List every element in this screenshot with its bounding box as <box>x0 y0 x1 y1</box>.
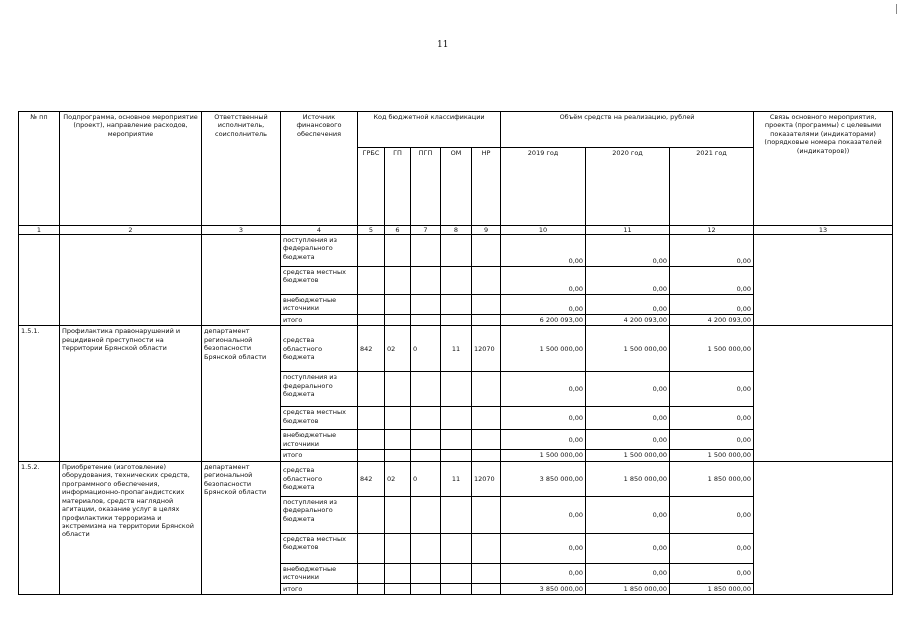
value-2021: 1 850 000,00 <box>670 461 754 496</box>
table-row <box>19 326 893 372</box>
header-2019: 2019 год <box>501 148 586 226</box>
value-2021: 0,00 <box>670 563 754 583</box>
source-cell: средства местных бюджетов <box>281 407 358 430</box>
value-2020: 0,00 <box>586 533 670 563</box>
source-cell: внебюджетные источники <box>281 563 358 583</box>
item-number: 1.5.2. <box>19 461 60 594</box>
item-responsible: департамент региональной безопасности Брянской области <box>202 326 281 461</box>
value-2021: 0,00 <box>670 496 754 533</box>
value-2020: 0,00 <box>586 267 670 295</box>
header-budget-code: Код бюджетной классификации <box>358 112 501 148</box>
value-2021: 0,00 <box>670 235 754 267</box>
value-2019: 0,00 <box>501 267 586 295</box>
code-om: 11 <box>441 326 472 372</box>
code-pgp: 0 <box>411 461 441 496</box>
header-activity: Подпрограмма, основное мероприятие (проект), направление расходов, мероприятие <box>60 112 202 226</box>
total-2019: 3 850 000,00 <box>501 583 586 594</box>
cell-empty <box>60 235 202 326</box>
code-gp: 02 <box>385 461 411 496</box>
header-num: № пп <box>19 112 60 226</box>
header-grbs: ГРБС <box>358 148 385 226</box>
source-cell: внебюджетные источники <box>281 430 358 450</box>
code-pgp: 0 <box>411 326 441 372</box>
value-2019: 0,00 <box>501 235 586 267</box>
value-2021: 0,00 <box>670 267 754 295</box>
index-cell: 10 <box>501 226 586 235</box>
value-2020: 0,00 <box>586 563 670 583</box>
value-2020: 0,00 <box>586 430 670 450</box>
source-cell: итого <box>281 315 358 326</box>
source-cell: итого <box>281 450 358 461</box>
index-cell: 4 <box>281 226 358 235</box>
source-cell: поступления из федерального бюджета <box>281 372 358 407</box>
value-2021: 0,00 <box>670 295 754 315</box>
value-2019: 0,00 <box>501 372 586 407</box>
index-cell: 2 <box>60 226 202 235</box>
source-cell: итого <box>281 583 358 594</box>
index-cell: 5 <box>358 226 385 235</box>
index-cell: 13 <box>754 226 893 235</box>
value-2021: 0,00 <box>670 372 754 407</box>
index-cell: 6 <box>385 226 411 235</box>
source-cell: средства местных бюджетов <box>281 533 358 563</box>
value-2019: 1 500 000,00 <box>501 326 586 372</box>
total-2021: 1 850 000,00 <box>670 583 754 594</box>
cell-empty <box>19 235 60 326</box>
value-2019: 0,00 <box>501 533 586 563</box>
value-2020: 1 500 000,00 <box>586 326 670 372</box>
value-2019: 0,00 <box>501 295 586 315</box>
total-2019: 1 500 000,00 <box>501 450 586 461</box>
cell-empty <box>202 235 281 326</box>
source-cell: внебюджетные источники <box>281 295 358 315</box>
budget-table <box>18 111 893 595</box>
value-2021: 0,00 <box>670 533 754 563</box>
item-name: Приобретение (изготовление) оборудования, технических средств, программного обеспечения, информационно-пропагандистских материалов, средств наглядной агитации, оказание услуг в целях профилактики терроризма и экстремизма на территории Брянской области <box>60 461 202 594</box>
source-cell: поступления из федерального бюджета <box>281 496 358 533</box>
scan-edge-mark <box>896 4 897 14</box>
header-pgp: ПГП <box>411 148 441 226</box>
column-index-row <box>19 226 893 235</box>
index-cell: 3 <box>202 226 281 235</box>
cell-empty <box>754 235 893 326</box>
total-2021: 1 500 000,00 <box>670 450 754 461</box>
code-gp: 02 <box>385 326 411 372</box>
value-2020: 0,00 <box>586 496 670 533</box>
index-cell: 1 <box>19 226 60 235</box>
value-2021: 1 500 000,00 <box>670 326 754 372</box>
total-2020: 1 500 000,00 <box>586 450 670 461</box>
table-row <box>19 235 893 267</box>
index-cell: 11 <box>586 226 670 235</box>
value-2021: 0,00 <box>670 407 754 430</box>
item-number: 1.5.1. <box>19 326 60 461</box>
source-cell: средства областного бюджета <box>281 461 358 496</box>
page-number: 11 <box>437 40 449 50</box>
table-row <box>19 461 893 496</box>
value-2019: 0,00 <box>501 563 586 583</box>
value-2019: 0,00 <box>501 430 586 450</box>
source-cell: средства местных бюджетов <box>281 267 358 295</box>
total-2021: 4 200 093,00 <box>670 315 754 326</box>
total-2019: 6 200 093,00 <box>501 315 586 326</box>
value-2019: 0,00 <box>501 407 586 430</box>
value-2019: 0,00 <box>501 496 586 533</box>
index-cell: 8 <box>441 226 472 235</box>
header-2020: 2020 год <box>586 148 670 226</box>
source-cell: поступления из федерального бюджета <box>281 235 358 267</box>
source-cell: средства областного бюджета <box>281 326 358 372</box>
value-2021: 0,00 <box>670 430 754 450</box>
code-om: 11 <box>441 461 472 496</box>
value-2020: 0,00 <box>586 372 670 407</box>
total-2020: 1 850 000,00 <box>586 583 670 594</box>
header-2021: 2021 год <box>670 148 754 226</box>
value-2020: 0,00 <box>586 407 670 430</box>
value-2020: 0,00 <box>586 235 670 267</box>
header-gp: ГП <box>385 148 411 226</box>
total-2020: 4 200 093,00 <box>586 315 670 326</box>
header-nr: НР <box>472 148 501 226</box>
value-2019: 3 850 000,00 <box>501 461 586 496</box>
cell-empty <box>754 461 893 594</box>
value-2020: 1 850 000,00 <box>586 461 670 496</box>
value-2020: 0,00 <box>586 295 670 315</box>
header-source: Источник финансового обеспечения <box>281 112 358 226</box>
code-nr: 12070 <box>472 326 501 372</box>
header-indicators: Связь основного мероприятия, проекта (программы) с целевыми показателями (индикаторами) (порядковые номера показателей (индикаторов)) <box>754 112 893 226</box>
code-grbs: 842 <box>358 461 385 496</box>
cell-empty <box>754 326 893 461</box>
header-om: ОМ <box>441 148 472 226</box>
code-nr: 12070 <box>472 461 501 496</box>
index-cell: 7 <box>411 226 441 235</box>
item-name: Профилактика правонарушений и рецидивной преступности на территории Брянской области <box>60 326 202 461</box>
index-cell: 9 <box>472 226 501 235</box>
item-responsible: департамент региональной безопасности Брянской области <box>202 461 281 594</box>
code-grbs: 842 <box>358 326 385 372</box>
index-cell: 12 <box>670 226 754 235</box>
header-volume: Объём средств на реализацию, рублей <box>501 112 754 148</box>
header-responsible: Ответственный исполнитель, соисполнитель <box>202 112 281 226</box>
